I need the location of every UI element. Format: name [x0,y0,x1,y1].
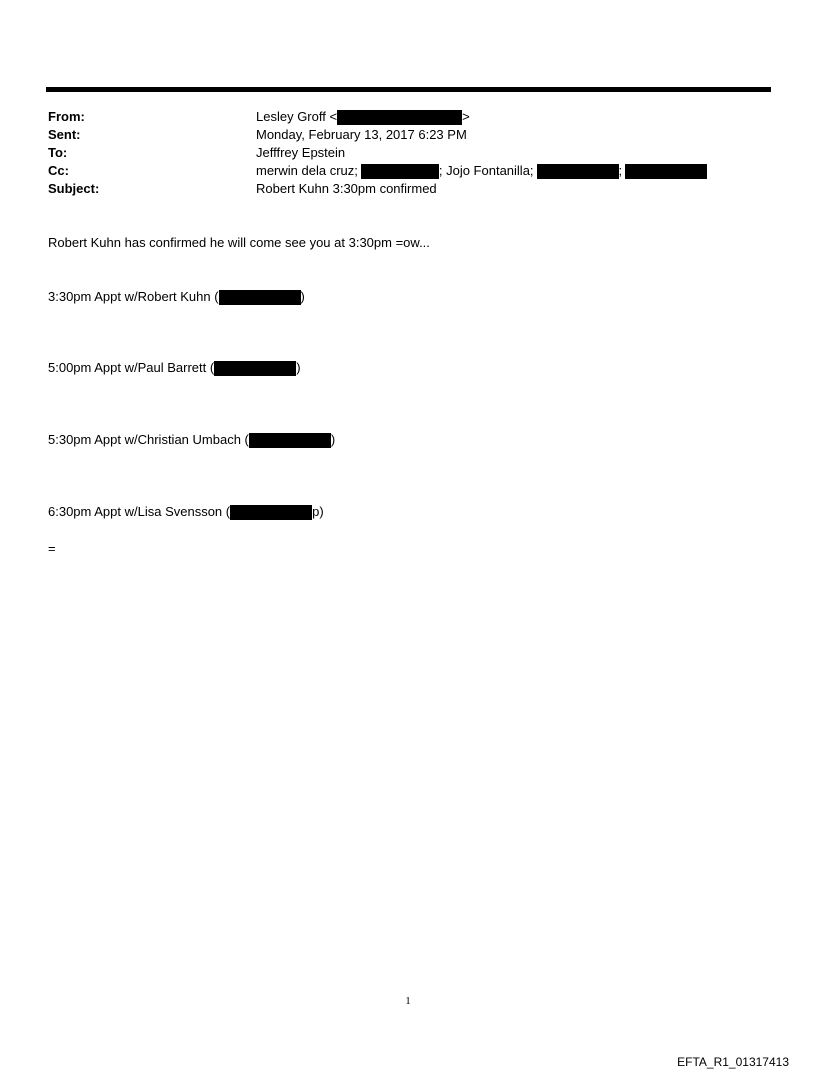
appointment-line [48,431,335,449]
sent-label: Sent: [48,127,81,142]
cc-value [256,162,707,180]
page-number: 1 [405,995,411,1007]
appointment-text: 5:30pm Appt w/Christian Umbach ( [48,432,249,447]
from-name: Lesley Groff < [256,109,338,124]
cc-first: merwin dela cruz; [256,163,358,178]
appointment-text: 3:30pm Appt w/Robert Kuhn ( [48,289,219,304]
from-value [256,108,470,126]
redaction-box [361,164,439,179]
to-value: Jefffrey Epstein [256,145,346,160]
trailing-mark: = [48,541,56,556]
redaction-box [230,505,312,520]
redaction-box [537,164,619,179]
appointment-close: ) [330,432,336,447]
from-close: > [462,109,470,124]
document-id: EFTA_R1_01317413 [677,1055,789,1069]
appointment-text: 6:30pm Appt w/Lisa Svensson ( [48,504,231,519]
sent-row [48,126,768,144]
cc-label: Cc: [48,163,69,178]
appointment-close: ) [300,289,305,304]
redaction-box [249,433,331,448]
intro-line: Robert Kuhn has confirmed he will come see you at 3:30pm =ow... [48,235,430,250]
appointment-line [48,288,305,306]
appointment-close: ) [296,360,301,375]
redaction-box [219,290,301,305]
cc-sep: ; [618,163,623,178]
subject-value: Robert Kuhn 3:30pm confirmed [256,181,437,196]
email-header [48,108,768,198]
from-label: From: [48,109,85,124]
to-row [48,144,768,162]
from-row [48,108,768,126]
cc-row [48,162,768,180]
cc-middle: ; Jojo Fontanilla; [438,163,534,178]
redaction-box [337,110,462,125]
redaction-box [214,361,296,376]
redaction-box [625,164,707,179]
sent-value: Monday, February 13, 2017 6:23 PM [256,127,467,142]
to-label: To: [48,145,68,160]
appointment-line [48,503,324,521]
subject-row [48,180,768,198]
appointment-text: 5:00pm Appt w/Paul Barrett ( [48,360,215,375]
appointment-line [48,359,301,377]
subject-label: Subject: [48,181,100,196]
header-divider [46,87,771,92]
appointment-close: p) [312,504,324,519]
